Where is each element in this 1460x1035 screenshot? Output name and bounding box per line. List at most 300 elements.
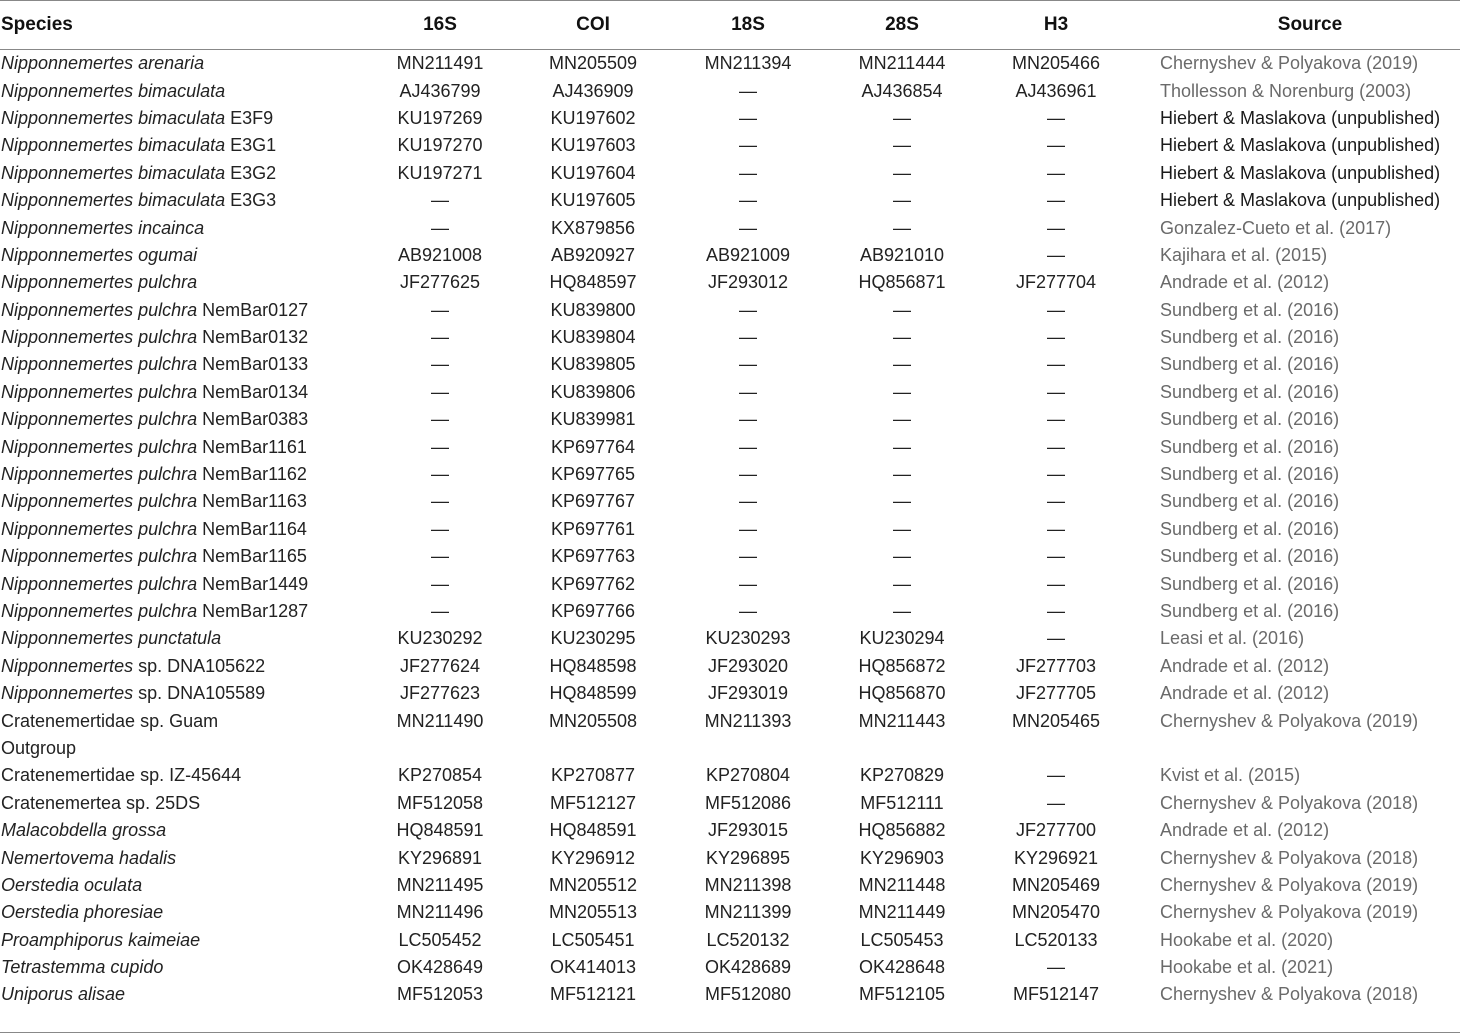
accession-coi: KU230295 bbox=[550, 628, 636, 649]
accession-h3: JF277705 bbox=[1015, 683, 1097, 704]
species-suffix: NemBar0383 bbox=[197, 409, 309, 430]
accession-16s: — bbox=[431, 327, 449, 348]
accession-28s: OK428648 bbox=[858, 957, 946, 978]
species-cell bbox=[0, 848, 375, 869]
accession-h3: — bbox=[1047, 792, 1065, 813]
accession-coi: KU839981 bbox=[550, 409, 636, 430]
species-cell bbox=[0, 300, 375, 321]
accession-18s: MF512080 bbox=[704, 984, 792, 1005]
accession-16s: AB921008 bbox=[397, 244, 483, 265]
table-header bbox=[0, 0, 1460, 50]
accession-18s: MN211394 bbox=[704, 53, 792, 74]
accession-h3: JF277700 bbox=[1015, 820, 1097, 841]
table-row bbox=[0, 625, 1460, 652]
accession-16s: — bbox=[431, 601, 449, 621]
species-suffix: NemBar1287 bbox=[197, 601, 309, 621]
table-row bbox=[0, 762, 1460, 789]
accession-h3: — bbox=[1047, 162, 1065, 183]
accession-h3: JF277704 bbox=[1015, 272, 1097, 293]
species-cell bbox=[0, 354, 375, 375]
species-suffix: NemBar0134 bbox=[197, 381, 309, 402]
accession-coi: MF512121 bbox=[549, 984, 637, 1005]
source-cell: Chernyshev & Polyakova (2019) bbox=[1160, 710, 1419, 731]
accession-16s: HQ848591 bbox=[396, 820, 484, 841]
accession-16s: AJ436799 bbox=[399, 80, 481, 101]
species-cell bbox=[0, 820, 375, 841]
species-cell bbox=[0, 437, 375, 458]
accession-16s: MN211495 bbox=[396, 874, 484, 895]
source-cell: Sundberg et al. (2016) bbox=[1160, 464, 1340, 485]
accession-18s: — bbox=[739, 327, 757, 348]
accession-28s: — bbox=[893, 190, 911, 211]
table-row bbox=[0, 516, 1460, 543]
accession-18s: — bbox=[739, 573, 757, 594]
species-italic: Nipponnemertes pulchra bbox=[1, 601, 198, 621]
species-italic: Nipponnemertes arenaria bbox=[1, 53, 205, 74]
species-cell bbox=[0, 53, 375, 74]
accession-16s: KY296891 bbox=[397, 847, 483, 868]
species-suffix: Outgroup bbox=[1, 737, 77, 758]
source-cell: Sundberg et al. (2016) bbox=[1160, 436, 1340, 457]
source-cell: Chernyshev & Polyakova (2018) bbox=[1160, 847, 1419, 868]
species-cell bbox=[0, 628, 375, 649]
source-cell: Chernyshev & Polyakova (2019) bbox=[1160, 902, 1419, 923]
species-cell bbox=[0, 683, 375, 704]
accession-18s: AB921009 bbox=[705, 244, 791, 265]
accession-16s: KU230292 bbox=[397, 628, 483, 649]
species-italic: Malacobdella grossa bbox=[1, 820, 167, 841]
accession-h3: — bbox=[1047, 518, 1065, 539]
accession-18s: — bbox=[739, 409, 757, 430]
species-italic: Nipponnemertes pulchra bbox=[1, 573, 198, 594]
accession-18s: — bbox=[739, 381, 757, 402]
accession-h3: — bbox=[1047, 491, 1065, 512]
species-italic: Nipponnemertes pulchra bbox=[1, 327, 198, 348]
table-row bbox=[0, 242, 1460, 269]
table-row bbox=[0, 105, 1460, 132]
accession-18s: — bbox=[739, 601, 757, 621]
source-cell: Chernyshev & Polyakova (2018) bbox=[1160, 792, 1419, 813]
accession-coi: KU197603 bbox=[550, 135, 636, 156]
accession-18s: KU230293 bbox=[705, 628, 791, 649]
accession-18s: JF293012 bbox=[707, 272, 789, 293]
accession-28s: MN211449 bbox=[858, 902, 946, 923]
accession-28s: — bbox=[893, 518, 911, 539]
species-suffix: NemBar0133 bbox=[197, 354, 309, 375]
accession-28s: MN211443 bbox=[858, 710, 946, 731]
table-row bbox=[0, 872, 1460, 899]
accession-16s: — bbox=[431, 464, 449, 485]
accession-16s: MN211490 bbox=[396, 710, 484, 731]
species-suffix: sp. DNA105622 bbox=[133, 655, 266, 676]
accession-coi: KP697763 bbox=[550, 546, 636, 567]
species-italic: Nipponnemertes pulchra bbox=[1, 464, 198, 485]
accession-coi: OK414013 bbox=[549, 957, 637, 978]
species-cell bbox=[0, 957, 375, 978]
accession-28s: — bbox=[893, 573, 911, 594]
species-italic: Nipponnemertes bbox=[1, 655, 134, 676]
accession-18s: KP270804 bbox=[705, 765, 791, 786]
accession-h3: AJ436961 bbox=[1015, 80, 1097, 101]
accession-28s: HQ856871 bbox=[858, 272, 946, 293]
species-italic: Oerstedia phoresiae bbox=[1, 902, 164, 923]
species-suffix: E3G1 bbox=[225, 135, 277, 156]
accession-18s: — bbox=[739, 491, 757, 512]
species-cell bbox=[0, 218, 375, 239]
species-cell bbox=[0, 519, 375, 540]
source-cell: Hiebert & Maslakova (unpublished) bbox=[1160, 162, 1441, 183]
source-cell: Chernyshev & Polyakova (2018) bbox=[1160, 984, 1419, 1005]
accession-coi: HQ848598 bbox=[549, 655, 637, 676]
table-row bbox=[0, 297, 1460, 324]
species-suffix: Cratenemertidae sp. IZ-45644 bbox=[1, 765, 242, 786]
accession-28s: MF512105 bbox=[858, 984, 946, 1005]
accession-h3: — bbox=[1047, 628, 1065, 649]
source-cell: Hookabe et al. (2021) bbox=[1160, 957, 1334, 978]
table-row bbox=[0, 981, 1460, 1008]
accession-coi: HQ848597 bbox=[549, 272, 637, 293]
species-cell bbox=[0, 108, 375, 129]
species-cell bbox=[0, 765, 375, 786]
accession-18s: LC520132 bbox=[706, 929, 790, 950]
table-row bbox=[0, 187, 1460, 214]
species-italic: Nipponnemertes bimaculata bbox=[1, 162, 226, 183]
accession-h3: JF277703 bbox=[1015, 655, 1097, 676]
accession-coi: KU197602 bbox=[550, 107, 636, 128]
species-italic: Nipponnemertes pulchra bbox=[1, 381, 198, 402]
accession-28s: — bbox=[893, 107, 911, 128]
accession-16s: JF277623 bbox=[399, 683, 481, 704]
source-cell: Kvist et al. (2015) bbox=[1160, 765, 1301, 786]
accession-28s: — bbox=[893, 464, 911, 485]
table-row bbox=[0, 598, 1460, 625]
source-cell: Andrade et al. (2012) bbox=[1160, 272, 1330, 293]
accession-coi: KU839805 bbox=[550, 354, 636, 375]
accession-16s: KU197269 bbox=[397, 107, 483, 128]
accession-h3: — bbox=[1047, 436, 1065, 457]
accession-h3: MN205469 bbox=[1011, 874, 1101, 895]
accession-28s: MN211448 bbox=[858, 874, 946, 895]
species-suffix: Cratenemertidae sp. Guam bbox=[1, 710, 219, 731]
accession-18s: — bbox=[739, 135, 757, 156]
source-cell: Sundberg et al. (2016) bbox=[1160, 491, 1340, 512]
table-row bbox=[0, 214, 1460, 241]
accession-28s: HQ856882 bbox=[858, 820, 946, 841]
table-row bbox=[0, 899, 1460, 926]
table-row bbox=[0, 77, 1460, 104]
species-cell bbox=[0, 190, 375, 211]
accession-coi: HQ848599 bbox=[549, 683, 637, 704]
accession-coi: AB920927 bbox=[550, 244, 636, 265]
accession-coi: MF512127 bbox=[549, 792, 637, 813]
species-suffix: NemBar1449 bbox=[197, 573, 309, 594]
accession-16s: JF277624 bbox=[399, 655, 481, 676]
accession-h3: — bbox=[1047, 217, 1065, 238]
accession-h3: — bbox=[1047, 190, 1065, 211]
accession-h3: — bbox=[1047, 135, 1065, 156]
table-row bbox=[0, 406, 1460, 433]
accession-28s: LC505453 bbox=[860, 929, 944, 950]
accession-28s: — bbox=[893, 135, 911, 156]
accession-16s: MF512058 bbox=[396, 792, 484, 813]
accession-18s: — bbox=[739, 546, 757, 567]
species-italic: Nipponnemertes pulchra bbox=[1, 409, 198, 430]
species-italic: Nipponnemertes pulchra bbox=[1, 518, 198, 539]
species-suffix: E3G3 bbox=[225, 190, 277, 211]
accession-coi: KU839800 bbox=[550, 299, 636, 320]
accession-coi: MN205508 bbox=[548, 710, 638, 731]
species-suffix: NemBar1163 bbox=[197, 491, 307, 512]
accession-18s: — bbox=[739, 190, 757, 211]
accession-18s: JF293020 bbox=[707, 655, 789, 676]
species-cell bbox=[0, 793, 375, 814]
table-row bbox=[0, 680, 1460, 707]
source-cell: Andrade et al. (2012) bbox=[1160, 655, 1330, 676]
species-italic: Nipponnemertes pulchra bbox=[1, 491, 198, 512]
table-row bbox=[0, 790, 1460, 817]
accession-28s: — bbox=[893, 409, 911, 430]
accession-28s: — bbox=[893, 601, 911, 621]
source-cell: Sundberg et al. (2016) bbox=[1160, 573, 1340, 594]
accession-coi: KP697765 bbox=[550, 464, 636, 485]
accession-18s: — bbox=[739, 107, 757, 128]
table-row bbox=[0, 269, 1460, 296]
accession-28s: AB921010 bbox=[859, 244, 945, 265]
species-cell bbox=[0, 711, 375, 732]
species-cell bbox=[0, 245, 375, 266]
table-row bbox=[0, 351, 1460, 378]
accession-18s: KY296895 bbox=[705, 847, 791, 868]
table-row bbox=[0, 543, 1460, 570]
accession-coi: KU197605 bbox=[550, 190, 636, 211]
accession-28s: KP270829 bbox=[859, 765, 945, 786]
species-cell bbox=[0, 902, 375, 923]
species-suffix: E3G2 bbox=[225, 162, 277, 183]
accession-h3: — bbox=[1047, 299, 1065, 320]
accession-16s: — bbox=[431, 546, 449, 567]
accession-28s: — bbox=[893, 491, 911, 512]
accession-28s: — bbox=[893, 354, 911, 375]
accession-18s: — bbox=[739, 299, 757, 320]
accession-28s: — bbox=[893, 546, 911, 567]
accession-16s: — bbox=[431, 190, 449, 211]
header-h3: H3 bbox=[1043, 14, 1069, 35]
table-body bbox=[0, 50, 1460, 1009]
accession-h3: — bbox=[1047, 601, 1065, 621]
accession-coi: KU839804 bbox=[550, 327, 636, 348]
accession-h3: MN205470 bbox=[1011, 902, 1101, 923]
accession-h3: LC520133 bbox=[1014, 929, 1098, 950]
accession-coi: MN205509 bbox=[548, 53, 638, 74]
table-row bbox=[0, 324, 1460, 351]
species-suffix: NemBar1164 bbox=[197, 518, 307, 539]
accession-28s: — bbox=[893, 162, 911, 183]
source-cell: Sundberg et al. (2016) bbox=[1160, 546, 1340, 567]
species-cell bbox=[0, 491, 375, 512]
source-cell: Sundberg et al. (2016) bbox=[1160, 518, 1340, 539]
accession-coi: KP697767 bbox=[550, 491, 636, 512]
accession-h3: — bbox=[1047, 765, 1065, 786]
species-italic: Nipponnemertes incainca bbox=[1, 217, 205, 238]
accession-28s: AJ436854 bbox=[861, 80, 943, 101]
species-suffix: NemBar1162 bbox=[197, 464, 307, 485]
species-cell bbox=[0, 327, 375, 348]
source-cell: Hiebert & Maslakova (unpublished) bbox=[1160, 190, 1441, 211]
accession-16s: — bbox=[431, 409, 449, 430]
accession-h3: KY296921 bbox=[1013, 847, 1099, 868]
header-coi: COI bbox=[576, 14, 610, 35]
accession-h3: — bbox=[1047, 107, 1065, 128]
source-cell: Sundberg et al. (2016) bbox=[1160, 409, 1340, 430]
species-italic: Nipponnemertes ogumai bbox=[1, 244, 198, 265]
source-cell: Kajihara et al. (2015) bbox=[1160, 244, 1328, 265]
accession-coi: MN205512 bbox=[548, 874, 638, 895]
table-row bbox=[0, 954, 1460, 981]
accession-18s: MN211399 bbox=[704, 902, 792, 923]
accession-18s: MF512086 bbox=[704, 792, 792, 813]
accession-16s: MN211491 bbox=[396, 53, 484, 74]
species-italic: Nipponnemertes bbox=[1, 683, 134, 704]
accession-28s: MF512111 bbox=[860, 792, 944, 813]
table-row bbox=[0, 461, 1460, 488]
source-cell: Sundberg et al. (2016) bbox=[1160, 381, 1340, 402]
bottom-rule bbox=[0, 1032, 1460, 1033]
accession-h3: — bbox=[1047, 464, 1065, 485]
table-row bbox=[0, 379, 1460, 406]
species-cell bbox=[0, 656, 375, 677]
species-suffix: sp. DNA105589 bbox=[133, 683, 266, 704]
accession-28s: KY296903 bbox=[859, 847, 945, 868]
header-species: Species bbox=[1, 14, 73, 35]
accession-coi: KP697762 bbox=[550, 573, 636, 594]
table-row bbox=[0, 160, 1460, 187]
accession-28s: — bbox=[893, 299, 911, 320]
header-18s: 18S bbox=[731, 14, 765, 35]
species-cell bbox=[0, 272, 375, 293]
accession-18s: MN211398 bbox=[704, 874, 792, 895]
accession-18s: — bbox=[739, 518, 757, 539]
species-cell bbox=[0, 738, 375, 759]
species-italic: Nipponnemertes punctatula bbox=[1, 628, 222, 649]
accession-18s: — bbox=[739, 464, 757, 485]
species-cell bbox=[0, 163, 375, 184]
accession-16s: — bbox=[431, 518, 449, 539]
header-source: Source bbox=[1277, 14, 1343, 35]
accession-coi: KP270877 bbox=[550, 765, 636, 786]
species-cell bbox=[0, 546, 375, 567]
source-cell: Thollesson & Norenburg (2003) bbox=[1160, 80, 1412, 101]
source-cell: Gonzalez-Cueto et al. (2017) bbox=[1160, 217, 1392, 238]
accession-28s: — bbox=[893, 436, 911, 457]
accession-h3: MF512147 bbox=[1012, 984, 1100, 1005]
table-row bbox=[0, 707, 1460, 734]
source-cell: Sundberg et al. (2016) bbox=[1160, 601, 1340, 621]
species-italic: Nipponnemertes bimaculata bbox=[1, 107, 226, 128]
source-cell: Chernyshev & Polyakova (2019) bbox=[1160, 874, 1419, 895]
source-cell: Sundberg et al. (2016) bbox=[1160, 354, 1340, 375]
table-row bbox=[0, 488, 1460, 515]
accession-16s: JF277625 bbox=[399, 272, 481, 293]
species-italic: Nipponnemertes pulchra bbox=[1, 436, 198, 457]
accession-16s: MF512053 bbox=[396, 984, 484, 1005]
accession-h3: — bbox=[1047, 354, 1065, 375]
source-cell: Sundberg et al. (2016) bbox=[1160, 299, 1340, 320]
accession-18s: MN211393 bbox=[704, 710, 792, 731]
accession-16s: LC505452 bbox=[398, 929, 482, 950]
species-cell bbox=[0, 984, 375, 1005]
species-italic: Nipponnemertes pulchra bbox=[1, 299, 198, 320]
table-row bbox=[0, 927, 1460, 954]
accession-h3: — bbox=[1047, 957, 1065, 978]
accession-18s: — bbox=[739, 217, 757, 238]
source-cell: Hiebert & Maslakova (unpublished) bbox=[1160, 135, 1441, 156]
accession-28s: MN211444 bbox=[858, 53, 946, 74]
accession-coi: KX879856 bbox=[550, 217, 636, 238]
species-suffix: Cratenemertea sp. 25DS bbox=[1, 792, 201, 813]
source-cell: Andrade et al. (2012) bbox=[1160, 820, 1330, 841]
table-row bbox=[0, 735, 1460, 762]
table-row bbox=[0, 132, 1460, 159]
header-16s: 16S bbox=[423, 14, 457, 35]
species-suffix: NemBar0127 bbox=[197, 299, 309, 320]
source-cell: Chernyshev & Polyakova (2019) bbox=[1160, 53, 1419, 74]
table-row bbox=[0, 653, 1460, 680]
accession-16s: MN211496 bbox=[396, 902, 484, 923]
species-cell bbox=[0, 135, 375, 156]
accession-16s: — bbox=[431, 354, 449, 375]
species-suffix: NemBar1161 bbox=[197, 436, 307, 457]
table-row bbox=[0, 433, 1460, 460]
species-suffix: NemBar0132 bbox=[197, 327, 309, 348]
species-suffix: E3F9 bbox=[225, 107, 274, 128]
table-row bbox=[0, 570, 1460, 597]
accession-coi: KY296912 bbox=[550, 847, 636, 868]
accession-h3: MN205466 bbox=[1011, 53, 1101, 74]
source-cell: Hiebert & Maslakova (unpublished) bbox=[1160, 107, 1441, 128]
species-suffix: NemBar1165 bbox=[197, 546, 307, 567]
table-row bbox=[0, 50, 1460, 77]
source-cell: Hookabe et al. (2020) bbox=[1160, 929, 1334, 950]
species-cell bbox=[0, 409, 375, 430]
source-cell: Andrade et al. (2012) bbox=[1160, 683, 1330, 704]
accession-18s: — bbox=[739, 436, 757, 457]
accession-h3: MN205465 bbox=[1011, 710, 1101, 731]
accession-coi: HQ848591 bbox=[549, 820, 637, 841]
accession-28s: — bbox=[893, 327, 911, 348]
species-cell bbox=[0, 382, 375, 403]
accession-28s: KU230294 bbox=[859, 628, 945, 649]
accession-16s: — bbox=[431, 573, 449, 594]
accession-16s: — bbox=[431, 381, 449, 402]
accession-28s: — bbox=[893, 381, 911, 402]
accession-18s: JF293015 bbox=[707, 820, 789, 841]
accession-h3: — bbox=[1047, 546, 1065, 567]
species-italic: Nipponnemertes pulchra bbox=[1, 354, 198, 375]
accession-28s: HQ856872 bbox=[858, 655, 946, 676]
species-cell bbox=[0, 574, 375, 595]
species-italic: Nemertovema hadalis bbox=[1, 847, 177, 868]
accession-16s: OK428649 bbox=[396, 957, 484, 978]
accession-coi: MN205513 bbox=[548, 902, 638, 923]
source-cell: Sundberg et al. (2016) bbox=[1160, 327, 1340, 348]
accession-coi: AJ436909 bbox=[552, 80, 634, 101]
accession-h3: — bbox=[1047, 409, 1065, 430]
table-row bbox=[0, 817, 1460, 844]
accession-18s: — bbox=[739, 162, 757, 183]
accession-18s: — bbox=[739, 354, 757, 375]
species-italic: Nipponnemertes bimaculata bbox=[1, 135, 226, 156]
species-italic: Nipponnemertes pulchra bbox=[1, 272, 198, 293]
